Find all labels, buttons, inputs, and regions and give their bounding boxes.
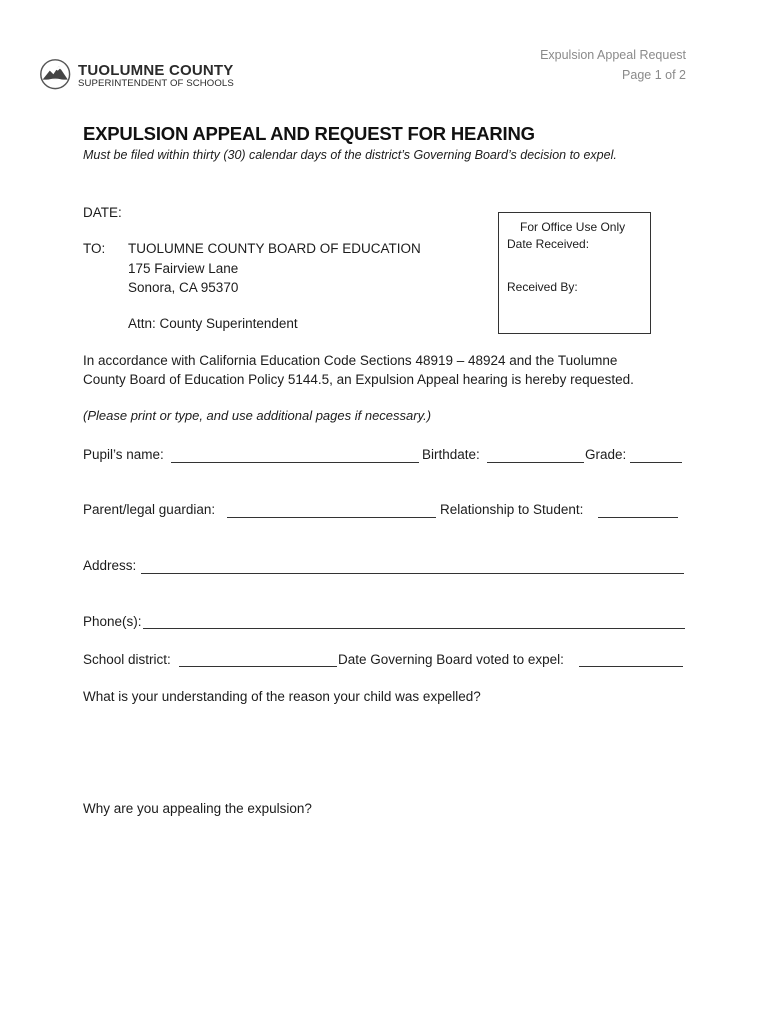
- address-field[interactable]: [141, 573, 684, 574]
- recipient-line: Sonora, CA 95370: [128, 280, 239, 295]
- received-by-label: Received By:: [507, 280, 578, 294]
- birthdate-field[interactable]: [487, 462, 584, 463]
- date-received-label: Date Received:: [507, 237, 590, 251]
- mountain-circle-icon: [39, 58, 75, 94]
- grade-field[interactable]: [630, 462, 682, 463]
- guardian-field[interactable]: [227, 517, 436, 518]
- grade-label: Grade:: [585, 447, 627, 462]
- phone-field[interactable]: [143, 628, 685, 629]
- guardian-label: Parent/legal guardian:: [83, 502, 216, 517]
- office-use-heading: For Office Use Only: [520, 220, 626, 234]
- page-number: Page 1 of 2: [622, 68, 686, 82]
- board-vote-date-field[interactable]: [579, 666, 683, 667]
- logo-org-name: TUOLUMNE COUNTY: [78, 62, 234, 79]
- question-why-appeal: Why are you appealing the expulsion?: [83, 801, 312, 816]
- answer-reason-area[interactable]: [83, 710, 683, 790]
- recipient-line: TUOLUMNE COUNTY BOARD OF EDUCATION: [128, 241, 421, 256]
- school-district-field[interactable]: [179, 666, 337, 667]
- instruction-text: (Please print or type, and use additional pages if necessary.): [83, 408, 432, 423]
- to-label: TO:: [83, 241, 106, 256]
- intro-text: In accordance with California Education Code Sections 48919 – 48924 and the Tuolumne: [83, 353, 618, 368]
- recipient-line: 175 Fairview Lane: [128, 261, 239, 276]
- address-label: Address:: [83, 558, 137, 573]
- phone-label: Phone(s):: [83, 614, 142, 629]
- document-name: Expulsion Appeal Request: [540, 48, 686, 62]
- pupil-name-field[interactable]: [171, 462, 419, 463]
- form-subtitle: Must be filed within thirty (30) calendar days of the district’s Governing Board’s decision to expel.: [83, 148, 617, 162]
- question-reason-expelled: What is your understanding of the reason your child was expelled?: [83, 689, 481, 704]
- pupil-name-label: Pupil’s name:: [83, 447, 164, 462]
- date-label: DATE:: [83, 205, 122, 220]
- form-title: EXPULSION APPEAL AND REQUEST FOR HEARING: [83, 123, 535, 144]
- attention-line: Attn: County Superintendent: [128, 316, 298, 331]
- birthdate-label: Birthdate:: [422, 447, 480, 462]
- board-vote-date-label: Date Governing Board voted to expel:: [338, 652, 564, 667]
- answer-appeal-area[interactable]: [83, 822, 683, 972]
- intro-text: County Board of Education Policy 5144.5, an Expulsion Appeal hearing is hereby requested.: [83, 372, 634, 387]
- relationship-field[interactable]: [598, 517, 678, 518]
- school-district-label: School district:: [83, 652, 171, 667]
- relationship-label: Relationship to Student:: [440, 502, 584, 517]
- logo-org-subtitle: SUPERINTENDENT OF SCHOOLS: [78, 78, 234, 89]
